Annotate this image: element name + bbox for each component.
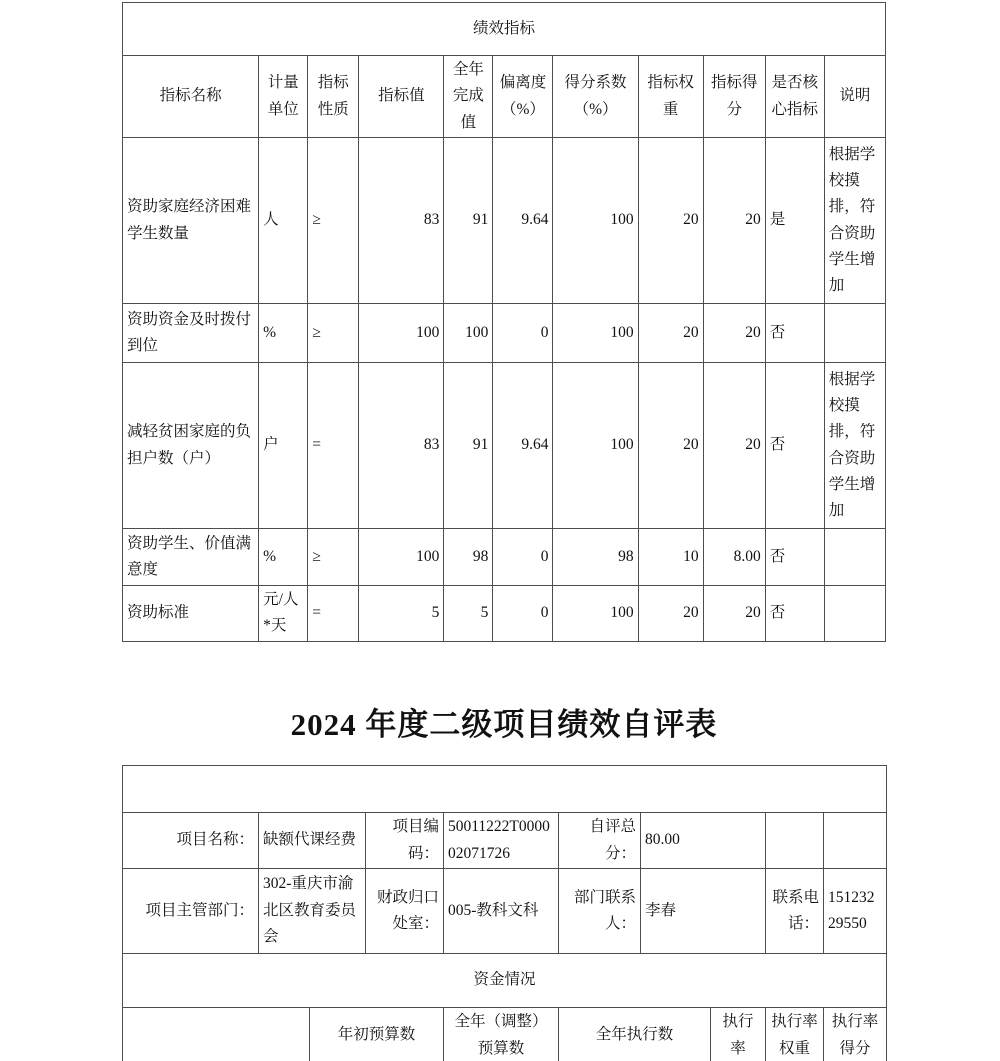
indicator-row xyxy=(123,529,886,586)
cell-nature: ≥ xyxy=(308,529,359,586)
table2-spacer-row xyxy=(123,766,887,813)
cell-deviation: 0 xyxy=(493,304,553,363)
empty-cell xyxy=(766,813,824,869)
cell-note xyxy=(824,304,885,363)
cell-weight: 20 xyxy=(638,586,703,642)
header-target-value: 指标值 xyxy=(359,56,444,138)
cell-indicator-name: 资助标准 xyxy=(123,586,259,642)
funding-section-row xyxy=(123,954,887,1008)
cell-nature: = xyxy=(308,586,359,642)
cell-unit: % xyxy=(259,529,308,586)
header-adjusted-budget: 全年（调整）预算数 xyxy=(444,1008,559,1061)
header-note: 说明 xyxy=(824,56,885,138)
table1-header-row xyxy=(123,56,886,138)
cell-nature: ≥ xyxy=(308,138,359,304)
cell-deviation: 0 xyxy=(493,586,553,642)
project-code-label: 项目编码： xyxy=(366,813,444,869)
cell-coefficient: 98 xyxy=(553,529,638,586)
funding-section-title: 资金情况 xyxy=(123,954,887,1008)
cell-unit: % xyxy=(259,304,308,363)
cell-target: 100 xyxy=(359,304,444,363)
cell-unit: 元/人*天 xyxy=(259,586,308,642)
cell-deviation: 9.64 xyxy=(493,138,553,304)
self-score-value: 80.00 xyxy=(641,813,766,869)
cell-score: 20 xyxy=(703,138,765,304)
dept-label: 项目主管部门： xyxy=(123,869,259,954)
cell-weight: 20 xyxy=(638,304,703,363)
contact-label: 部门联系人： xyxy=(559,869,641,954)
cell-note xyxy=(824,586,885,642)
self-score-label: 自评总分： xyxy=(559,813,641,869)
cell-weight: 10 xyxy=(638,529,703,586)
dept-value: 302-重庆市渝北区教育委员会 xyxy=(259,869,366,954)
contact-value: 李春 xyxy=(641,869,766,954)
cell-note: 根据学校摸排，符合资助学生增加 xyxy=(824,363,885,529)
header-score-coefficient: 得分系数（%） xyxy=(553,56,638,138)
header-indicator-name: 指标名称 xyxy=(123,56,259,138)
cell-coefficient: 100 xyxy=(553,363,638,529)
cell-completed: 5 xyxy=(444,586,493,642)
cell-unit: 人 xyxy=(259,138,308,304)
cell-note: 根据学校摸排，符合资助学生增加 xyxy=(824,138,885,304)
cell-completed: 91 xyxy=(444,138,493,304)
indicator-row xyxy=(123,304,886,363)
table1-title: 绩效指标 xyxy=(123,3,886,56)
cell-target: 83 xyxy=(359,138,444,304)
cell-deviation: 9.64 xyxy=(493,363,553,529)
header-weight: 指标权重 xyxy=(638,56,703,138)
phone-value: 15123229550 xyxy=(824,869,887,954)
cell-note xyxy=(824,529,885,586)
cell-nature: ≥ xyxy=(308,304,359,363)
indicator-row xyxy=(123,138,886,304)
cell-core: 否 xyxy=(765,586,824,642)
header-annual-completed: 全年完成值 xyxy=(444,56,493,138)
budget-header-row xyxy=(123,1008,887,1061)
cell-target: 100 xyxy=(359,529,444,586)
project-code-value: 50011222T000002071726 xyxy=(444,813,559,869)
project-name-value: 缺额代课经费 xyxy=(259,813,366,869)
header-deviation: 偏离度（%） xyxy=(493,56,553,138)
cell-score: 20 xyxy=(703,586,765,642)
indicator-row xyxy=(123,363,886,529)
page-title: 2024 年度二级项目绩效自评表 xyxy=(290,707,718,742)
cell-core: 否 xyxy=(765,529,824,586)
cell-core: 是 xyxy=(765,138,824,304)
cell-weight: 20 xyxy=(638,138,703,304)
cell-completed: 98 xyxy=(444,529,493,586)
cell-core: 否 xyxy=(765,363,824,529)
cell-coefficient: 100 xyxy=(553,138,638,304)
header-core-indicator: 是否核心指标 xyxy=(765,56,824,138)
finance-office-label: 财政归口处室： xyxy=(366,869,444,954)
empty-cell xyxy=(123,1008,310,1061)
cell-score: 20 xyxy=(703,363,765,529)
header-executed: 全年执行数 xyxy=(559,1008,711,1061)
cell-weight: 20 xyxy=(638,363,703,529)
cell-completed: 91 xyxy=(444,363,493,529)
cell-coefficient: 100 xyxy=(553,586,638,642)
header-exec-rate: 执行率 xyxy=(711,1008,766,1061)
cell-coefficient: 100 xyxy=(553,304,638,363)
performance-indicator-table xyxy=(122,2,886,642)
project-name-label: 项目名称： xyxy=(123,813,259,869)
cell-target: 83 xyxy=(359,363,444,529)
phone-label: 联系电话： xyxy=(766,869,824,954)
cell-completed: 100 xyxy=(444,304,493,363)
cell-nature: = xyxy=(308,363,359,529)
header-nature: 指标性质 xyxy=(308,56,359,138)
cell-indicator-name: 减轻贫困家庭的负担户数（户） xyxy=(123,363,259,529)
cell-deviation: 0 xyxy=(493,529,553,586)
empty-cell xyxy=(824,813,887,869)
header-exec-rate-weight: 执行率权重 xyxy=(766,1008,824,1061)
cell-score: 20 xyxy=(703,304,765,363)
header-exec-rate-score: 执行率得分 xyxy=(824,1008,887,1061)
cell-core: 否 xyxy=(765,304,824,363)
empty-cell xyxy=(123,766,887,813)
cell-unit: 户 xyxy=(259,363,308,529)
header-initial-budget: 年初预算数 xyxy=(310,1008,444,1061)
cell-indicator-name: 资助资金及时拨付到位 xyxy=(123,304,259,363)
header-score: 指标得分 xyxy=(703,56,765,138)
indicator-row xyxy=(123,586,886,642)
cell-indicator-name: 资助学生、价值满意度 xyxy=(123,529,259,586)
cell-indicator-name: 资助家庭经济困难学生数量 xyxy=(123,138,259,304)
project-info-row xyxy=(123,813,887,869)
finance-office-value: 005-教科文科 xyxy=(444,869,559,954)
project-self-evaluation-table xyxy=(122,765,887,1061)
cell-score: 8.00 xyxy=(703,529,765,586)
cell-target: 5 xyxy=(359,586,444,642)
department-info-row xyxy=(123,869,887,954)
header-unit: 计量单位 xyxy=(259,56,308,138)
table1-title-row xyxy=(123,3,886,56)
